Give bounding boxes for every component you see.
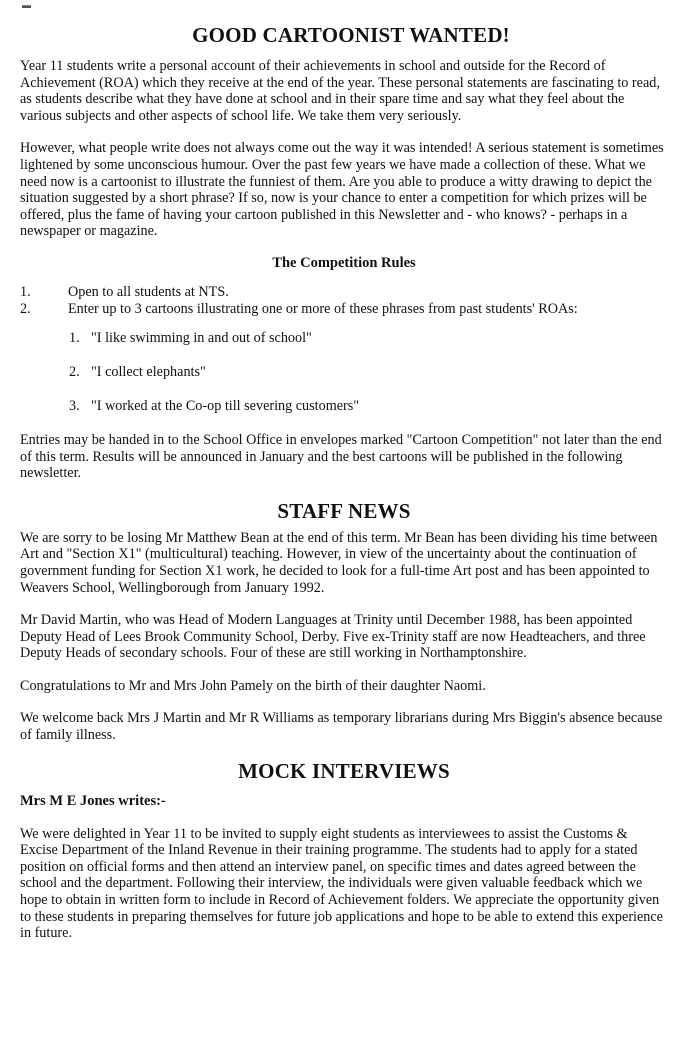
cartoonist-section <box>20 22 668 482</box>
cartoonist-para-3: Entries may be handed in to the School Office in envelopes marked "Cartoon Competition" not later than the end of this term. Results will be announced in January and the best cartoons will be published in the following newsletter. <box>20 431 662 482</box>
phrase-item <box>69 364 668 381</box>
rule-text: Open to all students at NTS. <box>68 283 229 300</box>
cartoonist-heading: GOOD CARTOONIST WANTED! <box>192 23 510 47</box>
phrase-text: "I collect elephants" <box>91 363 206 380</box>
phrase-number: 1. <box>69 329 80 346</box>
phrase-text: "I worked at the Co-op till severing customers" <box>91 397 360 414</box>
staff-para-3: Congratulations to Mr and Mrs John Pamely on the birth of their daughter Naomi. <box>20 677 486 694</box>
scan-mark: ▬ <box>22 0 31 10</box>
rule-number: 2. <box>20 300 31 317</box>
cartoonist-para-2: However, what people write does not always come out the way it was intended! A serious statement is sometimes lightened by some unconscious humour. Over the past few years we have made a collection of these. What we need now is a cartoonist to illustrate the funniest of them. Are you able to produce a witty drawing to depict the situation suggested by a short phrase? If so, now is your chance to enter a competition for which prizes will be offered, plus the fame of having your cartoon published in this Newsletter and - who knows? - perhaps in a newspaper or magazine. <box>20 140 664 240</box>
rule-number: 1. <box>20 283 31 300</box>
phrase-item <box>69 330 668 347</box>
phrase-number: 2. <box>69 363 80 380</box>
phrase-item <box>69 398 668 415</box>
staff-news-heading: STAFF NEWS <box>277 498 411 523</box>
rule-item <box>20 284 668 301</box>
staff-para-2: Mr David Martin, who was Head of Modern Languages at Trinity until December 1988, has been appointed Deputy Head of Lees Brook Community School, Derby. Five ex-Trinity staff are now Headteachers, and three Deputy Heads of secondary schools. Four of these are still working in Northamptonshire. <box>20 612 646 662</box>
mock-interviews-section <box>20 758 668 942</box>
phrase-text: "I like swimming in and out of school" <box>91 329 312 346</box>
staff-para-1: We are sorry to be losing Mr Matthew Bean at the end of this term. Mr Bean has been dividing his time between Art and "Section X1" (multicultural) teaching. However, in view of the uncertainty about the continuation of government funding for Section X1 work, he decided to look for a full-time Art post and has been appointed to Weavers School, Wellingborough from January 1992. <box>20 529 658 596</box>
rules-list <box>20 284 668 318</box>
mock-interviews-byline: Mrs M E Jones writes:- <box>20 792 166 809</box>
staff-news-section <box>20 498 668 744</box>
newsletter-page <box>20 22 668 958</box>
rule-text: Enter up to 3 cartoons illustrating one or more of these phrases from past students' ROAs: <box>68 300 578 317</box>
mock-interviews-heading: MOCK INTERVIEWS <box>238 758 450 783</box>
cartoonist-para-1: Year 11 students write a personal account of their achievements in school and outside for the Record of Achievement (ROA) which they receive at the end of the year. These personal statements are fascinating to read, as students describe what they have done at school and in their spare time and say what they feel about the various subjects and other aspects of school life. We take them very seriously. <box>20 58 660 124</box>
phrase-number: 3. <box>69 397 80 414</box>
phrases-list <box>20 330 668 415</box>
interviews-para-1: We were delighted in Year 11 to be invited to supply eight students as interviewees to assist the Customs & Excise Department of the Inland Revenue in their training programme. The students had to apply for a stated position on official forms and then attend an interview panel, on specific times and dates agreed between the school and the department. Following their interview, the individuals were given valuable feedback which we hope to obtain in written form to include in Record of Achievement folders. We appreciate the opportunity given to these students in preparing themselves for future job applications and hope to be able to extend this experience in future. <box>20 825 663 942</box>
staff-para-4: We welcome back Mrs J Martin and Mr R Williams as temporary librarians during Mrs Biggin's absence because of family illness. <box>20 710 663 744</box>
rule-item <box>20 301 668 318</box>
rules-heading: The Competition Rules <box>272 254 416 271</box>
